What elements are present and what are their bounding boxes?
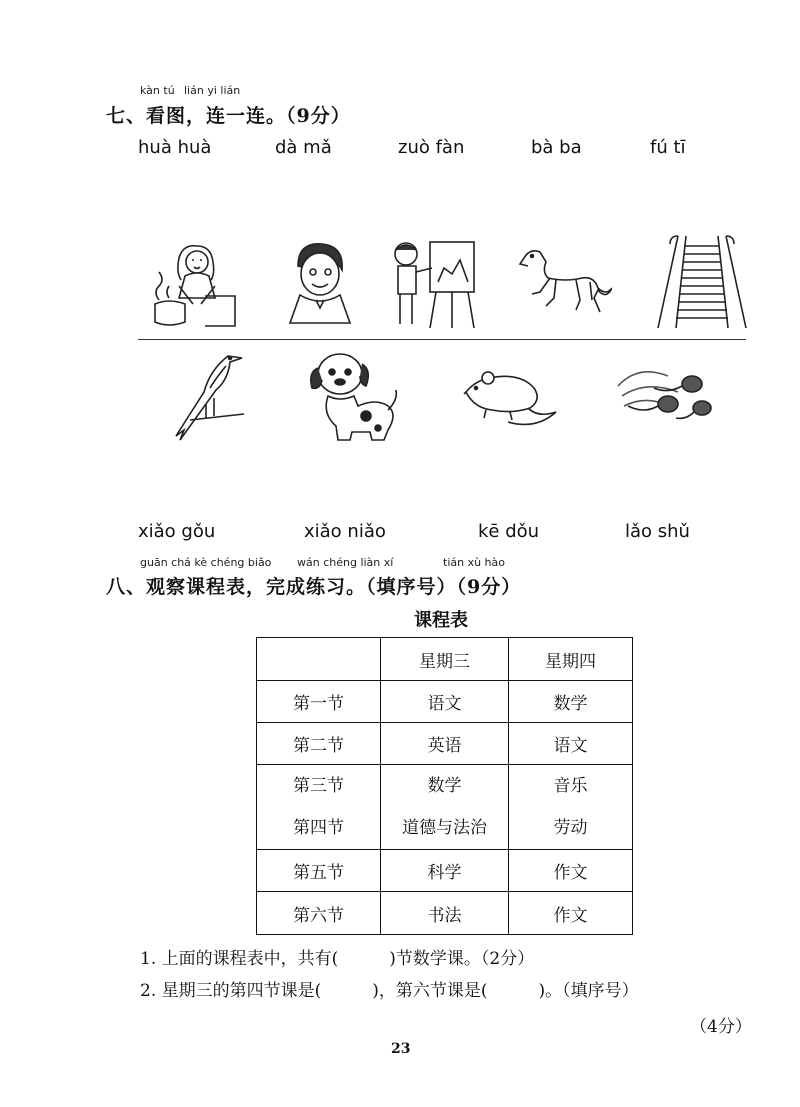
table-cell: 作文 <box>509 850 633 892</box>
pinyin-xiao-niao: xiǎo niǎo <box>304 521 386 542</box>
table-cell: 语文 <box>509 723 633 765</box>
table-cell: 科学 <box>381 850 509 892</box>
period-label: 第四节 <box>293 818 344 838</box>
schedule-table <box>256 637 633 935</box>
tadpoles-picture[interactable] <box>616 366 714 422</box>
painting-boy-picture[interactable] <box>386 234 478 330</box>
table-cell: 道德与法治 <box>402 818 487 838</box>
ruby-kan-tu: kàn tú <box>140 84 175 97</box>
period-label-pair <box>257 765 381 850</box>
pinyin-ba-ba: bà ba <box>531 137 582 158</box>
header-cell-empty <box>257 638 381 681</box>
cooking-girl-picture[interactable] <box>145 236 241 328</box>
ruby-lian-yi-lian: lián yi lián <box>184 84 241 97</box>
page-number: 23 <box>391 1041 411 1057</box>
pinyin-ke-dou: kē dǒu <box>478 521 540 542</box>
period-label: 第一节 <box>257 681 381 723</box>
divider-line <box>138 339 746 340</box>
table-cell: 数学 <box>509 681 633 723</box>
ruby-wan-cheng-lian-xi: wán chéng liàn xí <box>297 556 394 569</box>
table-cell: 英语 <box>381 723 509 765</box>
table-cell: 数学 <box>427 776 462 796</box>
header-cell-wednesday: 星期三 <box>381 638 509 681</box>
table-title: 课程表 <box>414 610 468 631</box>
father-boy-picture[interactable] <box>286 240 354 326</box>
pinyin-zuo-fan: zuò fàn <box>398 137 465 158</box>
table-cell: 劳动 <box>553 818 588 838</box>
question-1: 1. 上面的课程表中，共有( )节数学课。（2分） <box>140 949 535 969</box>
table-cell: 作文 <box>509 892 633 935</box>
magpie-picture[interactable] <box>170 348 246 444</box>
table-cell-pair <box>381 765 509 850</box>
table-row <box>257 681 633 723</box>
pinyin-da-ma: dà mǎ <box>275 137 332 158</box>
pinyin-fu-ti: fú tī <box>650 137 686 158</box>
pinyin-lao-shu: lǎo shǔ <box>625 521 690 542</box>
question-2-score: （4分） <box>690 1017 752 1037</box>
ruby-guan-cha-ke-cheng-biao: guān chá kè chéng biǎo <box>140 556 272 569</box>
section8-title: 八、观察课程表，完成练习。（填序号）（9分） <box>106 576 522 598</box>
table-cell: 音乐 <box>553 776 588 796</box>
mouse-picture[interactable] <box>462 368 558 430</box>
ruby-tian-xu-hao: tián xù hào <box>443 556 505 569</box>
escalator-picture[interactable] <box>656 232 748 330</box>
pinyin-xiao-gou: xiǎo gǒu <box>138 521 216 542</box>
table-row <box>257 850 633 892</box>
period-label: 第五节 <box>257 850 381 892</box>
puppy-picture[interactable] <box>306 348 402 446</box>
table-cell: 书法 <box>381 892 509 935</box>
table-row <box>257 892 633 935</box>
period-label: 第三节 <box>293 776 344 796</box>
table-row-merged <box>257 765 633 850</box>
period-label: 第二节 <box>257 723 381 765</box>
pinyin-hua-hua: huà huà <box>138 137 212 158</box>
section7-title: 七、看图，连一连。（9分） <box>106 105 351 127</box>
question-2: 2. 星期三的第四节课是( )，第六节课是( )。（填序号） <box>140 981 639 1001</box>
table-row <box>257 723 633 765</box>
header-cell-thursday: 星期四 <box>509 638 633 681</box>
period-label: 第六节 <box>257 892 381 935</box>
horse-picture[interactable] <box>516 244 612 316</box>
table-header-row <box>257 638 633 681</box>
table-cell-pair <box>509 765 633 850</box>
table-cell: 语文 <box>381 681 509 723</box>
